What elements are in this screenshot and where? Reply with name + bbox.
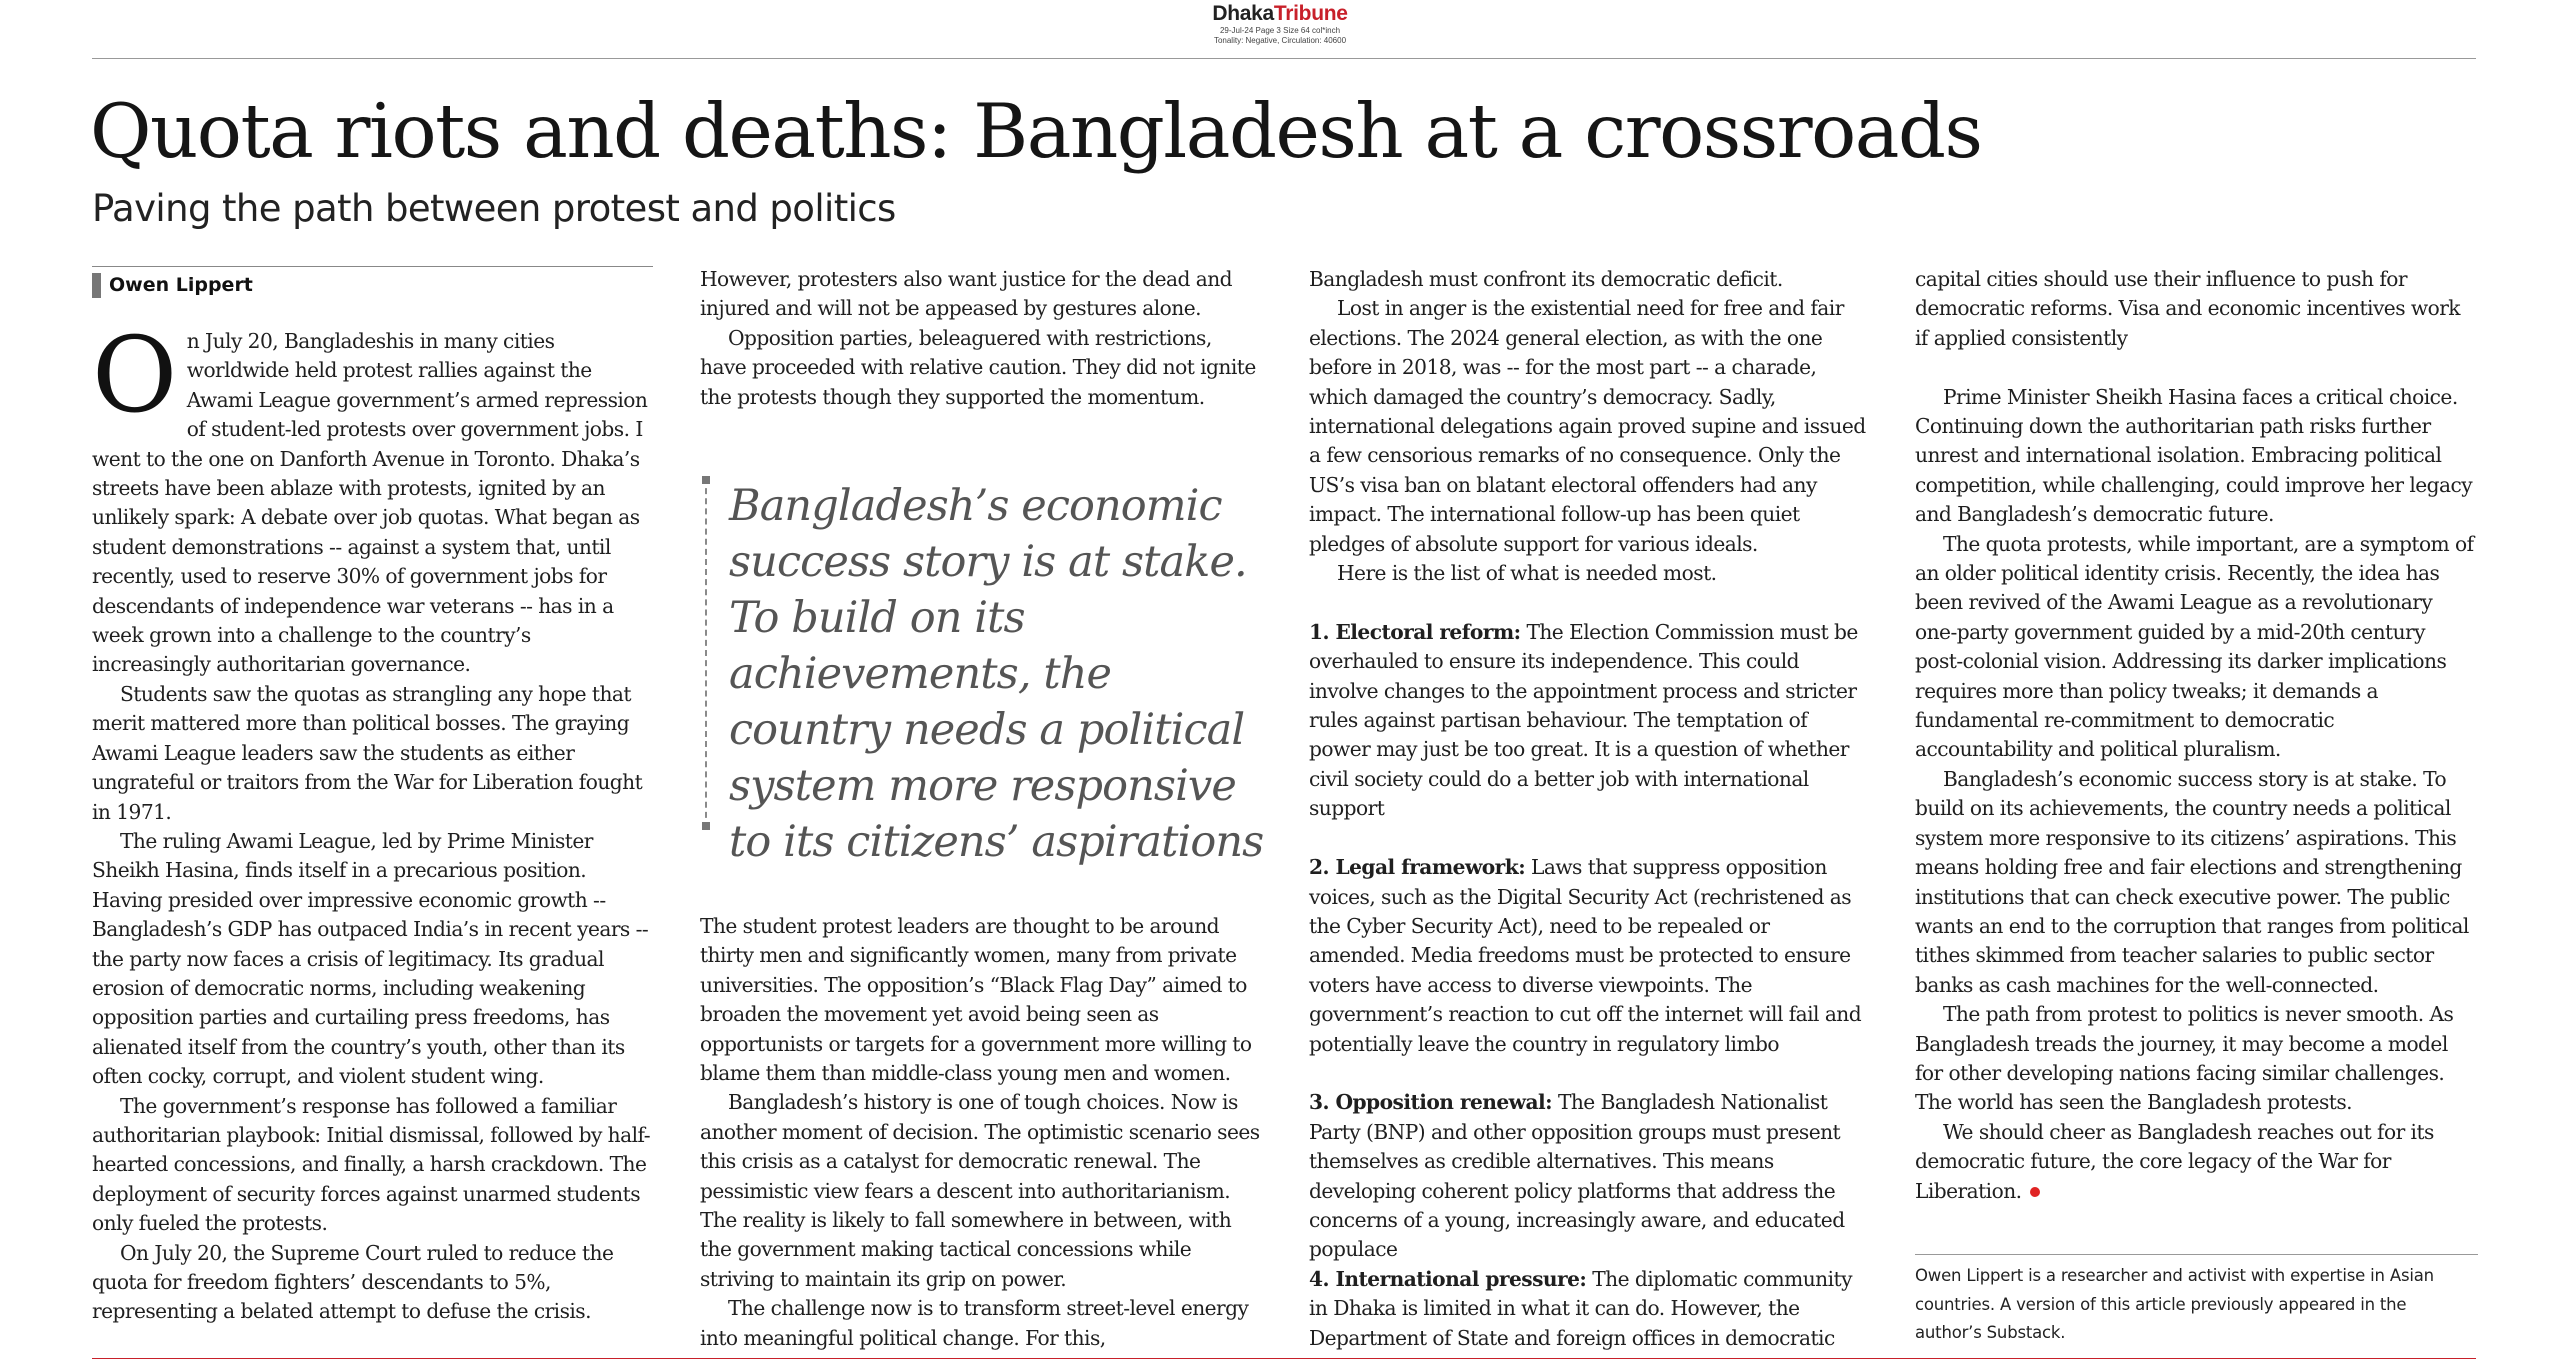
list-item [1309,618,1871,824]
list-item-text: The Election Commission must be overhauled to ensure its independence. This could involve changes to the appointment process and stricter rules against partisan behaviour. The temptation of power may just be too great. It is a question of whether civil society could do a better job with international support [1309,619,1858,821]
bottom-rule [92,1358,2476,1359]
author-bio: Owen Lippert is a researcher and activist with expertise in Asian countries. A version of this article previously appeared in the author’s Substack. [1915,1266,2434,1342]
column-2-bottom [700,912,1262,1353]
byline-marker [92,273,101,298]
list-item-label: 1. Electoral reform: [1309,619,1521,644]
list-item [1309,1265,1871,1353]
column-4 [1915,265,2477,1206]
paragraph: The quota protests, while important, are a symptom of an older political identity crisis. Recently, the idea has been revived of the Awami League as a revolutionary one-party government guided by a mid-20th century post-colonial vision. Addressing its darker implications requires more than policy tweaks; it demands a fundamental re-commitment to democratic accountability and political pluralism. [1915,531,2474,762]
end-mark-icon [2030,1187,2040,1197]
list-item-text: Laws that suppress opposition voices, such as the Digital Security Act (rechristened as the Cyber Security Act), need to be repealed or amended. Media freedoms must be protected to ensure voters have access to diverse viewpoints. The government’s reaction to cut off the internet will fail and potentially leave the country in regulatory limbo [1309,855,1862,1056]
paragraph: Bangladesh’s economic success story is at stake. To build on its achievements, the country needs a political system more responsive to its citizens’ aspirations. This means holding free and fair elections and strengthening institutions that can check executive power. The public wants an end to the corruption that ranges from political tithes skimmed from teacher salaries to public sector banks as cash machines for the well-connected. [1915,766,2469,997]
paragraph: However, protesters also want justice for the dead and injured and will not be appeased by gestures alone. [700,267,1233,321]
bio-rule [1915,1254,2478,1255]
paragraph [1915,1118,2477,1206]
paragraph: The ruling Awami League, led by Prime Minister Sheikh Hasina, finds itself in a precarious position. Having presided over impressive economic growth -- Bangladesh’s GDP has outpaced India’s in recent years -- the party now faces a crisis of legitimacy. Its gradual erosion of democratic norms, including weakening opposition parties and curtailing press freedoms, has alienated itself from the country’s youth, other than its often cocky, corrupt, and violent student wing. [92,828,649,1089]
list-item-text: The diplomatic community in Dhaka is limited in what it can do. However, the Department of State and foreign offices in democratic [1309,1266,1852,1350]
column-1 [92,314,654,1327]
paragraph: Students saw the quotas as strangling any hope that merit mattered more than political bosses. The graying Awami League leaders saw the students as either ungrateful or traitors from the War for Liberation fought in 1971. [92,681,643,824]
list-item-label: 4. International pressure: [1309,1266,1587,1291]
list-item-label: 2. Legal framework: [1309,855,1526,880]
byline [92,272,253,298]
clipping-meta-1: 29-Jul-24 Page 3 Size 64 col*inch [1219,26,1341,35]
paragraph [92,314,654,680]
drop-cap: O [92,314,177,436]
paragraph: capital cities should use their influence to push for democratic reforms. Visa and economic incentives work if applied consistently [1915,267,2460,350]
list-item [1309,1088,1871,1264]
subheadline: Paving the path between protest and politics [92,187,896,230]
headline: Quota riots and deaths: Bangladesh at a crossroads [90,87,1982,175]
paragraph: The challenge now is to transform street-level energy into meaningful political change. For this, [700,1296,1249,1350]
paragraph: Bangladesh must confront its democratic deficit. [1309,267,1783,291]
pull-quote-rule-cap [702,476,710,484]
top-rule [92,58,2476,59]
logo-dhaka: Dhaka [1212,2,1274,25]
paragraph: Opposition parties, beleaguered with restrictions, have proceeded with relative caution. They did not ignite the protests though they supported the momentum. [700,325,1256,409]
logo-tribune: Tribune [1273,2,1348,25]
list-item-label: 3. Opposition renewal: [1309,1090,1553,1115]
paragraph: Lost in anger is the existential need for free and fair elections. The 2024 general election, as with the one before in 2018, was -- for the most part -- a charade, which damaged the country’s democracy. Sadly, international delegations again proved supine and issued a few censorious remarks of no consequence. Only the US’s visa ban on blatant electoral offenders had any impact. The international follow-up has been quiet pledges of absolute support for various ideals. [1309,296,1866,556]
pull-quote-rule-cap [702,822,710,830]
column-3 [1309,265,1871,1353]
paragraph: Here is the list of what is needed most. [1337,561,1717,586]
byline-rule [92,266,653,267]
paragraph: The student protest leaders are thought to be around thirty men and significantly women, many from private universities. The opposition’s “Black Flag Day” aimed to broaden the movement yet avoid being seen as opportunists or targets for a government more willing to blame them than middle-class young men and women. [700,914,1252,1086]
clipping-meta-2: Tonality: Negative, Circulation: 40600 [1213,36,1347,45]
paragraph: Prime Minister Sheikh Hasina faces a critical choice. Continuing down the authoritarian path risks further unrest and international isolation. Embracing political competition, while challenging, could improve her legacy and Bangladesh’s democratic future. [1915,384,2473,527]
paragraph: The government’s response has followed a familiar authoritarian playbook: Initial dismissal, followed by half-hearted concessions, and finally, a harsh crackdown. The deployment of security forces against unarmed students only fueled the protests. [92,1093,650,1236]
paragraph-text: n July 20, Bangladeshis in many cities worldwide held protest rallies against the Awami League government’s armed repression of student-led protests over government jobs. I went to the one on Danforth Avenue in Toronto. Dhaka’s streets have been ablaze with protests, ignited by an unlikely spark: A debate over job quotas. What began as student demonstrations -- against a system that, until recently, used to reserve 30% of government jobs for descendants of independence war veterans -- has in a week grown into a challenge to the country’s increasingly authoritarian governance. [92,329,648,677]
column-2-top [700,265,1262,412]
paragraph: The path from protest to politics is never smooth. As Bangladesh treads the journey, it may become a model for other developing nations facing similar challenges. The world has seen the Bangladesh protests. [1915,1002,2454,1115]
pull-quote-text: Bangladesh’s economic success story is at stake. To build on its achievements, the country needs a political system more responsive to its citizens’ aspirations [729,481,1264,867]
list-item [1309,853,1871,1059]
pull-quote [705,478,1277,867]
masthead [0,2,2560,46]
newspaper-logo [0,2,2560,26]
list-item-text: The Bangladesh Nationalist Party (BNP) and other opposition groups must present themselves as credible alternatives. This means developing coherent policy platforms that address the concerns of a young, increasingly aware, and educated populace [1309,1090,1845,1262]
author-name: Owen Lippert [109,274,253,296]
paragraph: Bangladesh’s history is one of tough choices. Now is another moment of decision. The optimistic scenario sees this crisis as a catalyst for democratic renewal. The pessimistic view fears a descent into authoritarianism. The reality is likely to fall somewhere in between, with the government making tactical concessions while striving to maintain its grip on power. [700,1090,1260,1291]
paragraph: On July 20, the Supreme Court ruled to reduce the quota for freedom fighters’ descendants to 5%, representing a belated attempt to defuse the crisis. [92,1240,614,1324]
paragraph-text: We should cheer as Bangladesh reaches out for its democratic future, the core legacy of the War for Liberation. [1915,1119,2434,1203]
